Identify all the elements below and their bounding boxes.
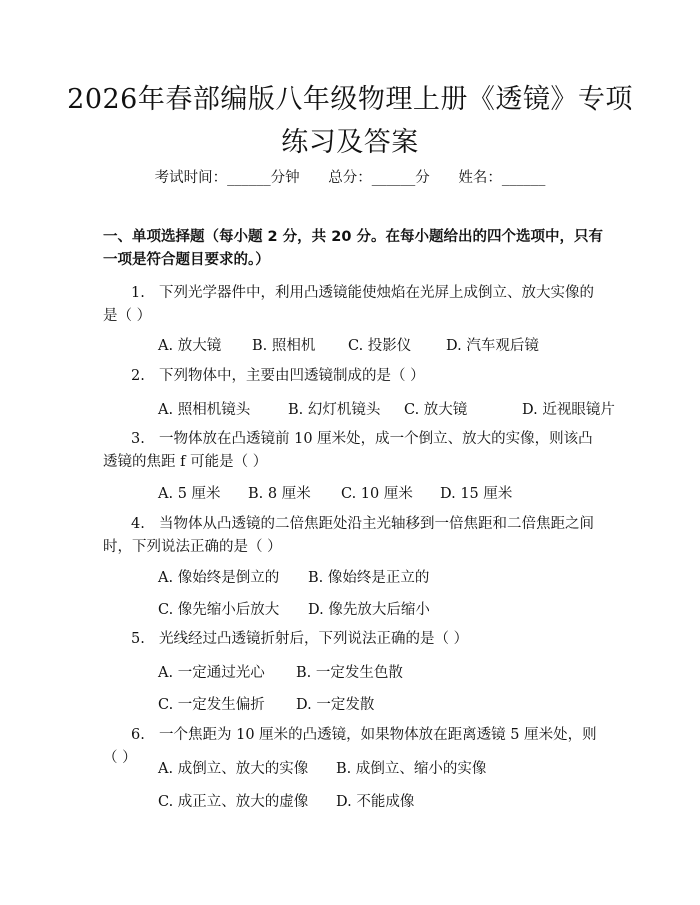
- question-text: 下列物体中，主要由凹透镜制成的是（ ）: [159, 368, 425, 384]
- option-b: B. 照相机: [252, 338, 316, 354]
- options-4-row-2: [158, 598, 430, 619]
- total-score-label: 总分：______分: [328, 170, 430, 186]
- option-a: A. 一定通过光心: [158, 665, 265, 681]
- question-number: 1.: [131, 285, 145, 301]
- option-a: A. 像始终是倒立的: [158, 570, 280, 586]
- options-6-row-2: [158, 790, 414, 811]
- option-b: B. 一定发生色散: [296, 665, 403, 681]
- name-label: 姓名：______: [458, 170, 546, 186]
- option-d: D. 像先放大后缩小: [308, 602, 430, 618]
- options-5-row-1: [158, 661, 403, 682]
- option-d: D. 汽车观后镜: [446, 338, 539, 354]
- options-4-row-1: [158, 566, 429, 587]
- question-number: 6.: [131, 727, 145, 743]
- options-1: [158, 334, 539, 355]
- option-c: C. 像先缩小后放大: [158, 602, 280, 618]
- option-b: B. 像始终是正立的: [308, 570, 430, 586]
- option-d: D. 一定发散: [296, 697, 375, 713]
- question-text: 一物体放在凸透镜前 10 厘米处，成一个倒立、放大的实像，则该凸透镜的焦距 f 可能是（ ）: [103, 431, 593, 470]
- question-text: 光线经过凸透镜折射后，下列说法正确的是（ ）: [159, 631, 469, 647]
- question-number: 3.: [131, 431, 145, 447]
- option-a: A. 5 厘米: [158, 486, 221, 502]
- option-c: C. 成正立、放大的虚像: [158, 794, 309, 810]
- options-6-row-1: [158, 757, 486, 778]
- question-2: [103, 365, 601, 388]
- question-number: 2.: [131, 368, 145, 384]
- exam-time-label: 考试时间：______分钟: [154, 170, 300, 186]
- section-heading: 一、单项选择题（每小题 2 分，共 20 分。在每小题给出的四个选项中，只有一项是符合题目要求的。）: [103, 229, 603, 268]
- option-d: D. 15 厘米: [440, 486, 513, 502]
- option-a: A. 放大镜: [158, 338, 222, 354]
- option-d: D. 不能成像: [336, 794, 415, 810]
- options-5-row-2: [158, 693, 374, 714]
- page-title: 2026年春部编版八年级物理上册《透镜》专项练习及答案: [67, 84, 633, 158]
- question-3: [103, 428, 601, 474]
- option-b: B. 幻灯机镜头: [288, 402, 381, 418]
- question-text: 一个焦距为 10 厘米的凸透镜，如果物体放在距离透镜 5 厘米处，则（ ）: [103, 727, 597, 766]
- option-c: C. 放大镜: [404, 402, 468, 418]
- option-b: B. 8 厘米: [248, 486, 311, 502]
- option-a: A. 照相机镜头: [158, 402, 251, 418]
- option-a: A. 成倒立、放大的实像: [158, 761, 309, 777]
- options-2: [158, 398, 615, 419]
- question-text: 下列光学器件中，利用凸透镜能使烛焰在光屏上成倒立、放大实像的是（ ）: [103, 285, 594, 324]
- option-c: C. 投影仪: [348, 338, 412, 354]
- options-3: [158, 482, 512, 503]
- option-c: C. 10 厘米: [341, 486, 413, 502]
- exam-meta: [0, 166, 700, 187]
- question-1: [103, 282, 601, 328]
- question-number: 4.: [131, 516, 145, 532]
- option-d: D. 近视眼镜片: [522, 402, 615, 418]
- question-5: [103, 628, 601, 651]
- option-b: B. 成倒立、缩小的实像: [336, 761, 487, 777]
- question-4: [103, 513, 601, 559]
- option-c: C. 一定发生偏折: [158, 697, 265, 713]
- question-number: 5.: [131, 631, 145, 647]
- question-text: 当物体从凸透镜的二倍焦距处沿主光轴移到一倍焦距和二倍焦距之间时，下列说法正确的是（ ）: [103, 516, 594, 555]
